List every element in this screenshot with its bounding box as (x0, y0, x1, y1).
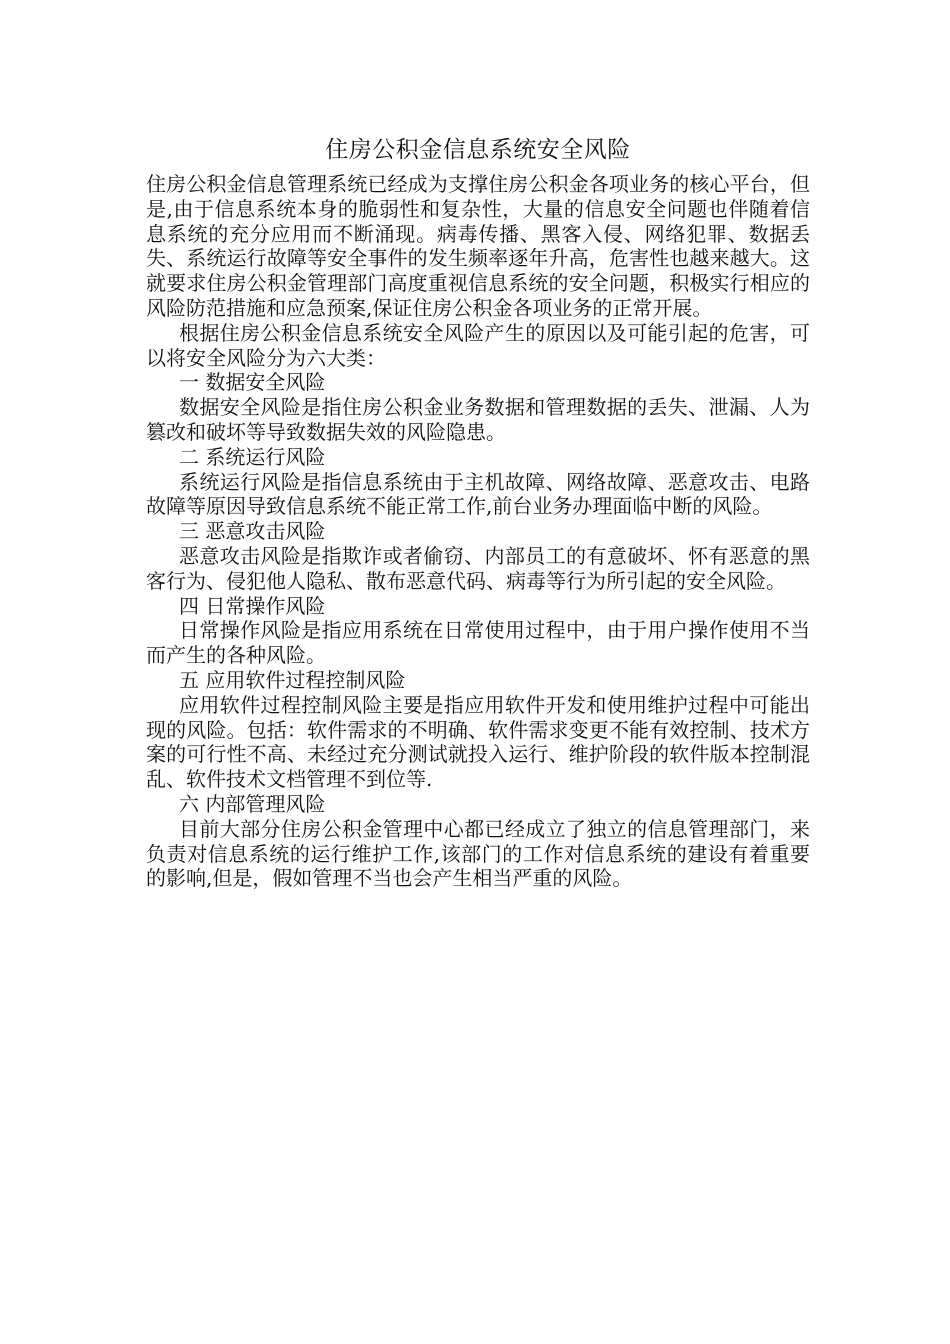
section-body: 应用软件过程控制风险主要是指应用软件开发和使用维护过程中可能出现的风险。包括：软件需求的不明确、软件需求变更不能有效控制、技术方案的可行性不高、未经过充分测试就投入运行、维护阶段的软件版本控制混乱、软件技术文档管理不到位等. (146, 692, 810, 792)
document-title: 住房公积金信息系统安全风险 (325, 137, 631, 163)
section-heading: 五 应用软件过程控制风险 (179, 667, 406, 692)
section-daily-operation (146, 594, 810, 668)
section-data-security (146, 370, 810, 444)
section-body: 系统运行风险是指信息系统由于主机故障、网络故障、恶意攻击、电路故障等原因导致信息系统不能正常工作,前台业务办理面临中断的风险。 (146, 469, 810, 519)
section-malicious-attack (146, 519, 810, 593)
section-software-process (146, 668, 810, 792)
lead-paragraph: 根据住房公积金信息系统安全风险产生的原因以及可能引起的危害，可以将安全风险分为六大类： (146, 320, 810, 370)
section-body: 日常操作风险是指应用系统在日常使用过程中，由于用户操作使用不当而产生的各种风险。 (146, 618, 810, 668)
section-heading: 一 数据安全风险 (179, 370, 326, 395)
section-heading: 六 内部管理风险 (179, 791, 326, 816)
section-heading: 二 系统运行风险 (179, 444, 326, 469)
section-body: 恶意攻击风险是指欺诈或者偷窃、内部员工的有意破坏、怀有恶意的黑客行为、侵犯他人隐私、散布恶意代码、病毒等行为所引起的安全风险。 (146, 543, 810, 593)
intro-paragraph: 住房公积金信息管理系统已经成为支撑住房公积金各项业务的核心平台，但是,由于信息系统本身的脆弱性和复杂性，大量的信息安全问题也伴随着信息系统的充分应用而不断涌现。病毒传播、黑客入侵、网络犯罪、数据丢失、系统运行故障等安全事件的发生频率逐年升高，危害性也越来越大。这就要求住房公积金管理部门高度重视信息系统的安全问题，积极实行相应的风险防范措施和应急预案,保证住房公积金各项业务的正常开展。 (146, 172, 810, 320)
section-body: 数据安全风险是指住房公积金业务数据和管理数据的丢失、泄漏、人为篡改和破坏等导致数据失效的风险隐患。 (146, 395, 810, 444)
section-internal-management (146, 792, 810, 891)
section-heading: 三 恶意攻击风险 (179, 519, 326, 544)
document-page (146, 132, 810, 891)
section-system-operation (146, 445, 810, 519)
section-heading: 四 日常操作风险 (179, 593, 326, 618)
section-body: 目前大部分住房公积金管理中心都已经成立了独立的信息管理部门，来负责对信息系统的运行维护工作,该部门的工作对信息系统的建设有着重要的影响,但是，假如管理不当也会产生相当严重的风险。 (146, 816, 810, 891)
